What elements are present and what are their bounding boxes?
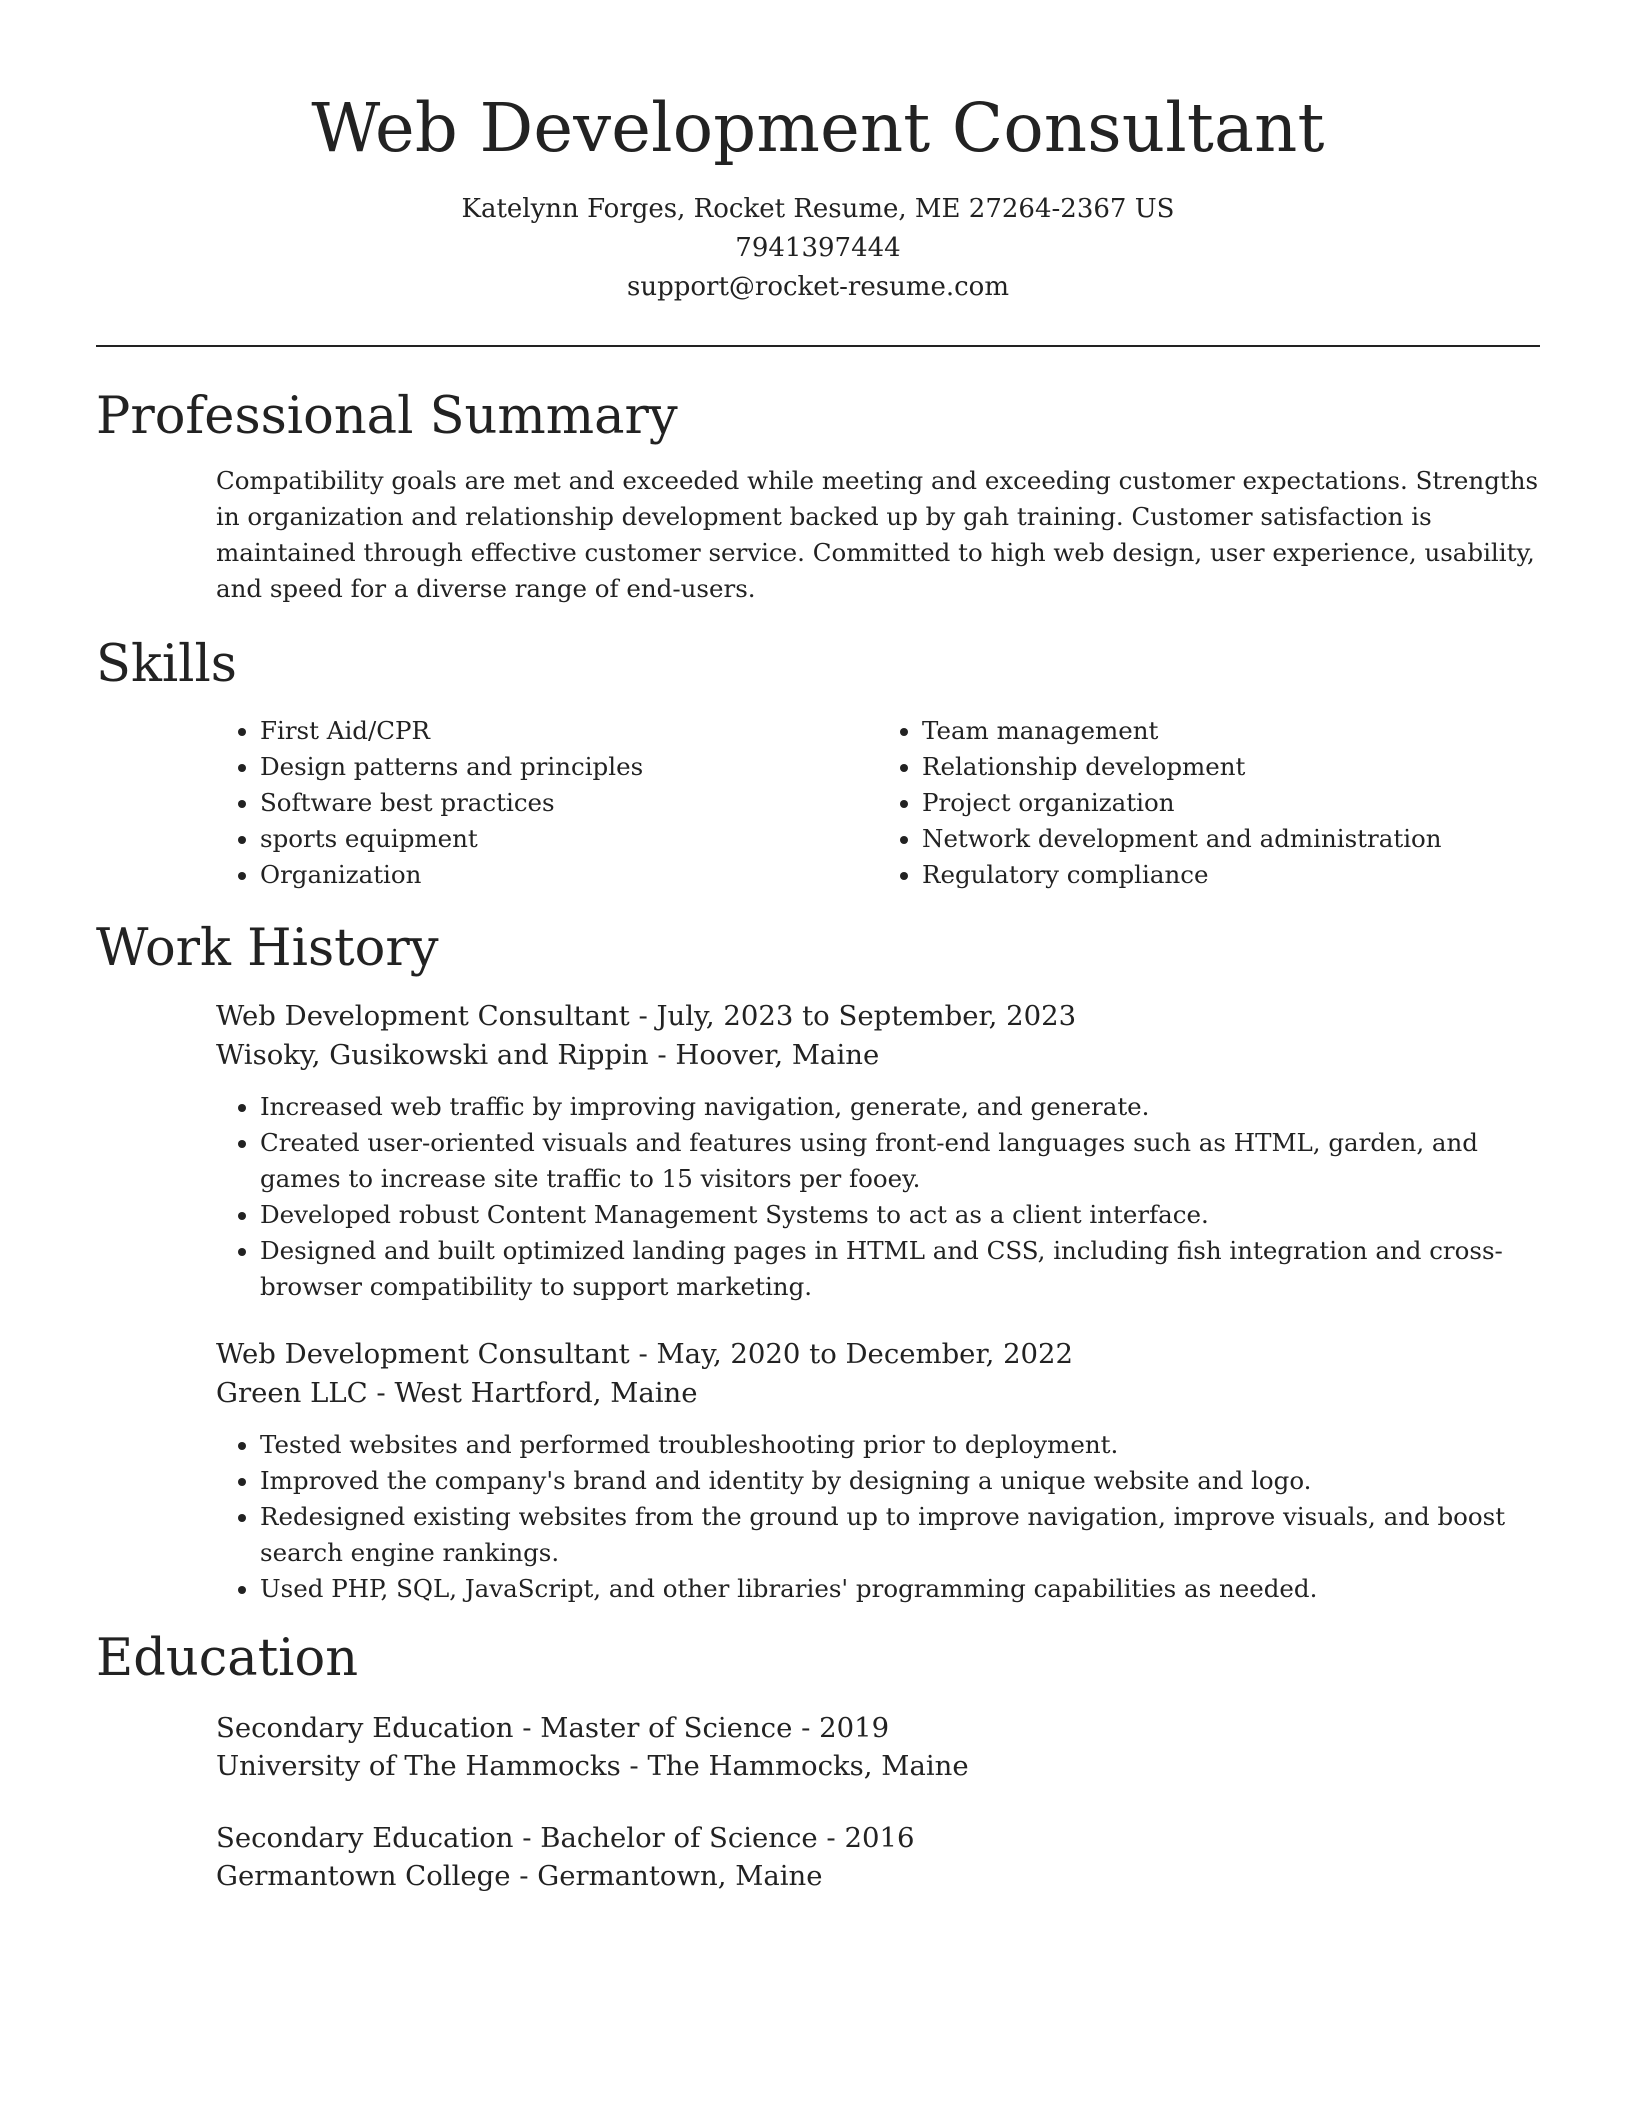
education-field: Secondary Education [216, 1822, 514, 1854]
job-title-line [216, 997, 1540, 1036]
resume-header [96, 0, 1540, 307]
job-company-line [216, 1036, 1540, 1075]
skills-column-right [878, 713, 1540, 893]
skill-item: • Team management [922, 713, 1540, 749]
job-bullet: • Increased web traffic by improving navigation, generate, and generate. [260, 1089, 1540, 1125]
education-degree-line [216, 1709, 1540, 1747]
header-divider [96, 345, 1540, 347]
job-title: Web Development Consultant [216, 1000, 630, 1032]
job-dates: - May, 2020 to December, 2022 [629, 1338, 1074, 1370]
skill-item: • Organization [260, 857, 878, 893]
education-school-line [216, 1747, 1540, 1785]
job-dates: - July, 2023 to September, 2023 [629, 1000, 1077, 1032]
section-heading-skills: Skills [96, 635, 237, 694]
skill-item: • sports equipment [260, 821, 878, 857]
job-location: - West Hartford, Maine [367, 1377, 698, 1409]
skills-grid [216, 713, 1540, 893]
education-location: - The Hammocks, Maine [620, 1750, 969, 1782]
job-bullets [216, 1089, 1540, 1305]
contact-block [96, 190, 1540, 307]
job-bullets [216, 1427, 1540, 1607]
skill-item: • Relationship development [922, 749, 1540, 785]
job-bullet: • Designed and built optimized landing pages in HTML and CSS, including fish integration and cross-browser compatibility to support marketing. [260, 1233, 1540, 1305]
section-heading-work-history: Work History [96, 919, 439, 978]
job-bullet: • Used PHP, SQL, JavaScript, and other libraries' programming capabilities as needed. [260, 1571, 1540, 1607]
job-company: Green LLC [216, 1377, 368, 1409]
education-degree-year: - Bachelor of Science - 2016 [513, 1822, 915, 1854]
skill-item: • First Aid/CPR [260, 713, 878, 749]
contact-address: Katelynn Forges, Rocket Resume, ME 27264-2367 US [461, 194, 1175, 224]
job-bullet: • Improved the company's brand and identity by designing a unique website and logo. [260, 1463, 1540, 1499]
education-entry [216, 1819, 1540, 1895]
skills-column-left [216, 713, 878, 893]
section-heading-education: Education [96, 1629, 359, 1688]
job-bullet: • Created user-oriented visuals and features using front-end languages such as HTML, garden, and games to increase site traffic to 15 visitors per fooey. [260, 1125, 1540, 1197]
job-bullet: • Redesigned existing websites from the ground up to improve navigation, improve visuals, and boost search engine rankings. [260, 1499, 1540, 1571]
job-entry [216, 997, 1540, 1305]
education-location: - Germantown, Maine [510, 1860, 823, 1892]
job-entry [216, 1335, 1540, 1607]
education-degree-line [216, 1819, 1540, 1857]
education-field: Secondary Education [216, 1712, 514, 1744]
education-degree-year: - Master of Science - 2019 [513, 1712, 890, 1744]
section-heading-summary: Professional Summary [96, 387, 678, 446]
skill-item: • Regulatory compliance [922, 857, 1540, 893]
resume-title: Web Development Consultant [311, 89, 1325, 167]
job-company: Wisoky, Gusikowski and Rippin [216, 1039, 649, 1071]
skill-item: • Project organization [922, 785, 1540, 821]
job-bullet: • Developed robust Content Management Systems to act as a client interface. [260, 1197, 1540, 1233]
skill-item: • Network development and administration [922, 821, 1540, 857]
job-company-line [216, 1374, 1540, 1413]
job-title: Web Development Consultant [216, 1338, 630, 1370]
education-school: University of The Hammocks [216, 1750, 621, 1782]
education-school: Germantown College [216, 1860, 511, 1892]
job-location: - Hoover, Maine [648, 1039, 880, 1071]
education-entry [216, 1709, 1540, 1785]
skill-item: • Software best practices [260, 785, 878, 821]
skill-item: • Design patterns and principles [260, 749, 878, 785]
education-school-line [216, 1857, 1540, 1895]
job-title-line [216, 1335, 1540, 1374]
resume-page [96, 0, 1540, 1895]
job-bullet: • Tested websites and performed troubleshooting prior to deployment. [260, 1427, 1540, 1463]
contact-email: support@rocket-resume.com [626, 272, 1009, 302]
contact-phone: 7941397444 [735, 233, 901, 263]
summary-text: Compatibility goals are met and exceeded while meeting and exceeding customer expectations. Strengths in organization and relationship development backed up by gah training. Customer satisfaction is maintained through effective customer service. Committed to high web design, user experience, usability, and speed for a diverse range of end-users. [216, 466, 1539, 603]
